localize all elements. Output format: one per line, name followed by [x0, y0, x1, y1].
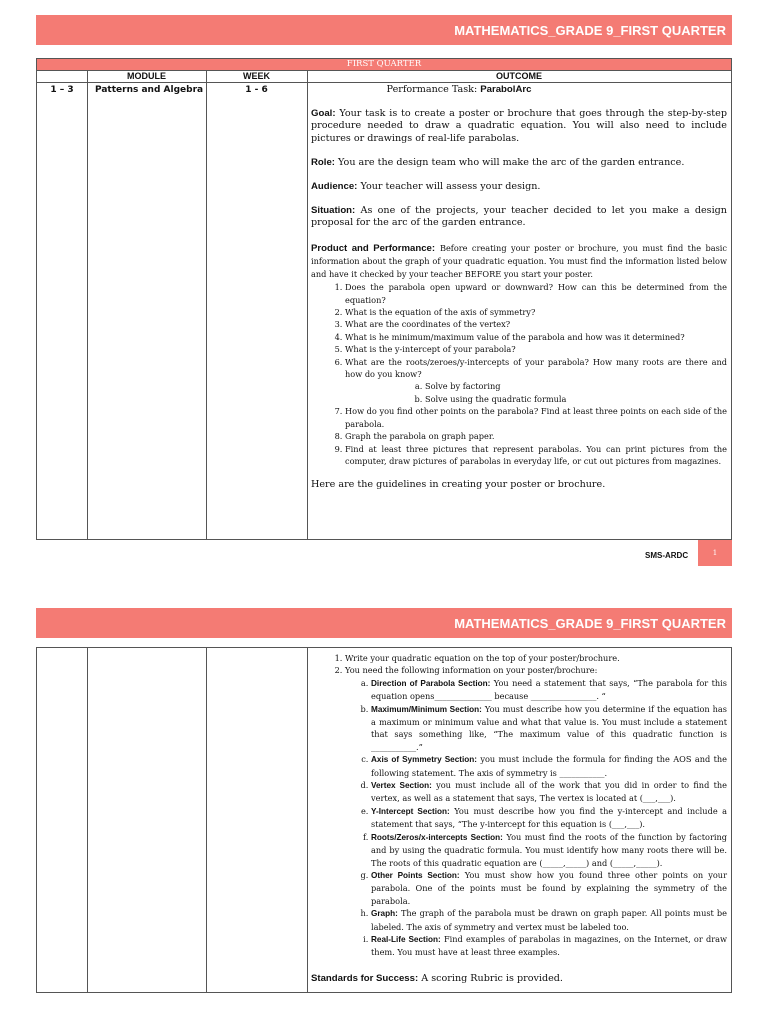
list-item: 2. What is the equation of the axis of symmetry? — [345, 306, 727, 318]
list-item: d. Vertex Section: you must include all of the work that you did in order to find the vertex, as well as a statement that says, The vertex is located at (___,___). — [371, 779, 727, 805]
closing-line: Here are the guidelines in creating your poster or brochure. — [311, 479, 606, 491]
list-item: e. Y-Intercept Section: You must describe how you find the y-intercept and include a statement that says, “The y-intercept for this equation is (___,___). — [371, 805, 727, 831]
header-title: MATHEMATICS_GRADE 9_FIRST QUARTER — [454, 615, 726, 631]
list-item: 1. Does the parabola open upward or downward? How can this be determined from the equation? — [345, 281, 727, 306]
outcome-content — [311, 84, 727, 492]
page-header-banner — [36, 608, 732, 638]
list-item: 9. Find at least three pictures that represent parabolas. You can print pictures from the computer, draw pictures of parabolas in everyday life, or cut out pictures from magazines. — [345, 443, 727, 468]
list-item: 5. What is the y-intercept of your parabola? — [345, 343, 727, 355]
header-week: WEEK — [243, 71, 270, 81]
header-module: MODULE — [127, 71, 166, 81]
list-item: a. Direction of Parabola Section: You need a statement that says, “The parabola for this equation opens______________ because ________________. “ — [371, 677, 727, 703]
situation-paragraph: Situation: As one of the projects, your teacher decided to let you make a design proposal for the arc of the garden entrance. — [311, 205, 727, 229]
header-title: MATHEMATICS_GRADE 9_FIRST QUARTER — [454, 22, 726, 38]
quarter-label: FIRST QUARTER — [37, 59, 731, 70]
curriculum-table — [36, 58, 732, 540]
outcome-content — [311, 652, 727, 985]
list-item: 8. Graph the parabola on graph paper. — [345, 430, 727, 442]
section-list — [345, 677, 727, 959]
sub-list — [345, 380, 727, 405]
header-outcome: OUTCOME — [496, 71, 542, 81]
guideline-list — [311, 652, 727, 959]
list-item: a. Solve by factoring — [425, 380, 727, 392]
column-divider — [87, 648, 88, 992]
week-range: 1 - 6 — [245, 85, 268, 95]
column-divider — [206, 648, 207, 992]
footer-label: SMS-ARDC — [645, 551, 689, 560]
list-item: b. Solve using the quadratic formula — [425, 393, 727, 405]
module-name: Patterns and Algebra — [95, 85, 204, 95]
list-item: h. Graph: The graph of the parabola must be drawn on graph paper. All points must be labeled. The axis of symmetry and vertex must be labeled too. — [371, 907, 727, 933]
list-item: 1. Write your quadratic equation on the top of your poster/brochure. — [345, 652, 727, 664]
list-item: g. Other Points Section: You must show how you found three other points on your parabola. One of the points must be found by explaining the symmetry of the parabola. — [371, 869, 727, 907]
row-number: 1 – 3 — [50, 85, 74, 95]
list-item: 3. What are the coordinates of the vertex? — [345, 318, 727, 330]
divider — [37, 82, 731, 83]
list-item: 6. What are the roots/zeroes/y-intercepts of your parabola? How many roots are there and how do you know? a. Solve by factoring b. Solve using the quadratic formula — [345, 356, 727, 406]
performance-task-title: Performance Task: ParabolArc — [386, 84, 532, 95]
audience-paragraph: Audience: Your teacher will assess your design. — [311, 181, 541, 193]
column-divider — [87, 70, 88, 539]
question-list — [311, 281, 727, 467]
product-paragraph: Product and Performance: Before creating your poster or brochure, you must find the basic information about the graph of your quadratic equation. You must find the information listed below and have it checked by your teacher BEFORE you start your poster. — [311, 242, 728, 280]
standards-line: Standards for Success: A scoring Rubric is provided. — [311, 972, 563, 984]
column-divider — [307, 648, 308, 992]
list-item: 4. What is he minimum/maximum value of the parabola and how was it determined? — [345, 331, 727, 343]
list-item: 7. How do you find other points on the parabola? Find at least three points on each side of the parabola. — [345, 405, 727, 430]
role-paragraph: Role: You are the design team who will make the arc of the garden entrance. — [311, 156, 685, 168]
list-item: f. Roots/Zeros/x-intercepts Section: You must find the roots of the function by factoring and by using the quadratic formula. You must identify how many roots there will be. The roots of this quadratic equation are (_____,_____) and (_____,_____). — [371, 831, 727, 869]
column-divider — [206, 70, 207, 539]
list-item: b. Maximum/Minimum Section: You must describe how you determine if the equation has a maximum or minimum value and what that value is. You must include a statement that says something like, “The maximum value of this quadratic function is ___________.” — [371, 703, 727, 754]
column-divider — [307, 70, 308, 539]
goal-paragraph: Goal: Your task is to create a poster or brochure that goes through the step-by-step procedure needed to draw a quadratic equation. You will also need to include pictures or drawings of real-life parabolas. — [311, 108, 727, 144]
page-number: 1 — [698, 540, 732, 566]
list-item: c. Axis of Symmetry Section: you must include the formula for finding the AOS and the following statement. The axis of symmetry is ___________. — [371, 753, 727, 779]
page-header-banner — [36, 15, 732, 45]
list-item: 2. You need the following information on your poster/brochure: a. Direction of Parabola Section: You need a statement that says, “The parabola for this equation opens______________ because ________________. “ b. Maximum/Minimum Section: You must describe how you determine if the equation has a maximum or minimum value and what that value is. You must include a statement that says something like, “The maximum value of this quadratic function is ___________.” c. Axis of Symmetry Section: you must include the formula for finding the AOS and the following statement. The axis of symmetry is ___________. d. Vertex Section: you must include all of the work that you did in order to find the vertex, as well as a statement that says, The vertex is located at (___,___). e. Y-Intercept Section: You must describe how you find the y-intercept and include a statement that says, “The y-intercept for this equation is (___,___). f. Roots/Zeros/x-intercepts Section: You must find the roots of the function by factoring and by using the quadratic formula. You must identify how many roots there will be. The roots of this quadratic equation are (_____,_____) and (_____,_____). g. Other Points Section: You must show how you found three other points on your parabola. One of the points must be found by explaining the symmetry of the parabola. h. Graph: The graph of the parabola must be drawn on graph paper. All points must be labeled. The axis of symmetry and vertex must be labeled too. i. Real-Life Section: Find examples of parabolas in magazines, on the Internet, or draw them. You must have at least three examples. — [345, 664, 727, 958]
curriculum-table-continued — [36, 647, 732, 993]
list-item: i. Real-Life Section: Find examples of parabolas in magazines, on the Internet, or draw them. You must have at least three examples. — [371, 933, 727, 959]
